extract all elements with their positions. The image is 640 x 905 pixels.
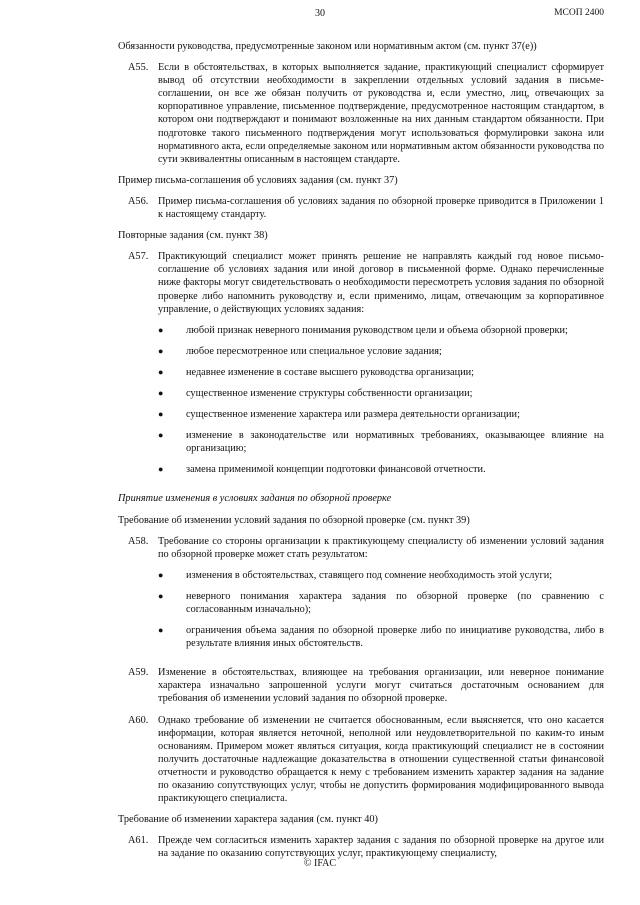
paragraph-number: A59. xyxy=(128,667,149,679)
paragraph xyxy=(118,61,604,166)
paragraph-number: A60. xyxy=(128,714,149,726)
paragraph xyxy=(118,535,604,659)
document-body xyxy=(118,40,604,869)
paragraph-number: A61. xyxy=(128,835,149,847)
section-heading: Требование об изменении характера задания (см. пункт 40) xyxy=(118,814,378,826)
list-item-text: любое пересмотренное или специальное условие задания; xyxy=(186,345,442,357)
paragraph xyxy=(118,195,604,221)
paragraph-text: Практикующий специалист может принять решение не направлять каждый год новое письмо-соглашение об условиях задания или иной договор в письменной форме. Однако перечисленные ниже факторы могут свидетельствовать о необходимости пересмотреть условия задания по обзорной проверке либо напомнить руководству и, если применимо, лицам, отвечающим за корпоративное управление, о действующих условиях задания: xyxy=(158,251,604,315)
list-item-text: недавнее изменение в составе высшего руководства организации; xyxy=(186,366,475,378)
document-code: МСОП 2400 xyxy=(554,8,604,18)
section-heading: Пример письма-соглашения об условиях задания (см. пункт 37) xyxy=(118,174,398,186)
paragraph-text: Если в обстоятельствах, в которых выполняется задание, практикующий специалист сформирует вывод об отсутствии необходимости в закреплении отдельных условий задания в письме-соглашении, он все же обязан получить от руководства и, если уместно, лиц, отвечающих за корпоративное управление, письменное подтверждение, предусмотренное настоящим стандартом, в котором они подтверждают и понимают возложенные на них данным стандартом обязанности. При подготовке такого письменного подтверждения могут использоваться формулировки закона или нормативного акта, если определяемые законом или нормативным актом обязанности руководства по сути эквивалентны описанным в настоящем стандарте. xyxy=(158,62,604,165)
paragraph-number: A55. xyxy=(128,62,149,74)
paragraph-text: Однако требование об изменении не считается обоснованным, если выясняется, что оно касается информации, которая является неточной, неполной или неудовлетворительной по каким-то иным основаниям. Примером может являться ситуация, когда практикующий специалист не в состоянии получить достаточные надлежащие доказательства в отношении существенной статьи финансовой отчетности и руководство обращается к нему с требованием изменить характер задания на задание по оказанию сопутствующих услуг, чтобы не допустить формирования модифицированного вывода практикующего специалиста. xyxy=(158,714,604,805)
list-item-text: изменение в законодательстве или нормативных требованиях, оказывающее влияние на организацию; xyxy=(186,430,604,455)
paragraph xyxy=(118,714,604,806)
page-number: 30 xyxy=(315,8,325,19)
paragraph-text: Изменение в обстоятельствах, влияющее на требования организации, или неверное понимание характера изначально запрошенной услуги могут считаться достаточным основанием для требования об изменении условий задания по обзорной проверке. xyxy=(158,667,604,705)
paragraph-number: A56. xyxy=(128,195,149,207)
paragraph-body xyxy=(158,714,604,806)
section-heading-italic: Принятие изменения в условиях задания по обзорной проверке xyxy=(118,493,392,505)
list-item xyxy=(158,324,604,337)
paragraph-number: A58. xyxy=(128,535,149,547)
section-heading: Требование об изменении условий задания по обзорной проверке (см. пункт 39) xyxy=(118,514,470,526)
list-item xyxy=(158,429,604,455)
bullet-icon: ● xyxy=(158,387,164,398)
paragraph-body xyxy=(158,250,604,484)
bullet-list xyxy=(158,569,604,650)
paragraph-body xyxy=(158,666,604,705)
paragraph-body xyxy=(158,535,604,659)
list-item xyxy=(158,387,604,400)
list-item-text: изменения в обстоятельствах, ставящего под сомнение необходимость этой услуги; xyxy=(186,569,553,581)
bullet-icon: ● xyxy=(158,324,164,335)
bullet-icon: ● xyxy=(158,409,164,420)
bullet-icon: ● xyxy=(158,430,164,441)
list-item xyxy=(158,366,604,379)
bullet-icon: ● xyxy=(158,366,164,377)
list-item-text: существенное изменение структуры собственности организации; xyxy=(186,387,473,399)
bullet-list xyxy=(158,324,604,477)
paragraph xyxy=(118,250,604,484)
list-item xyxy=(158,590,604,616)
paragraph-text: Пример письма-соглашения об условиях задания по обзорной проверке приводится в Приложении 1 к настоящему стандарту. xyxy=(158,195,604,221)
list-item xyxy=(158,569,604,582)
paragraph-number: A57. xyxy=(128,251,149,263)
paragraph-text: Прежде чем согласиться изменить характер задания с задания по обзорной проверке на другое или на задание по оказанию сопутствующих услуг, практикующему специалисту, xyxy=(158,835,604,860)
list-item xyxy=(158,345,604,358)
list-item-text: замена применимой концепции подготовки финансовой отчетности. xyxy=(186,464,486,476)
paragraph-body xyxy=(158,61,604,166)
paragraph xyxy=(118,666,604,705)
copyright-footer: © IFAC xyxy=(303,858,337,869)
bullet-icon: ● xyxy=(158,590,164,601)
list-item xyxy=(158,408,604,421)
bullet-icon: ● xyxy=(158,569,164,580)
list-item xyxy=(158,463,604,476)
list-item-text: существенное изменение характера или размера деятельности организации; xyxy=(186,409,520,421)
list-item-text: любой признак неверного понимания руководством цели и объема обзорной проверки; xyxy=(186,324,568,336)
list-item-text: ограничения объема задания по обзорной проверке либо по инициативе руководства, либо в результате влияния иных обстоятельств. xyxy=(186,625,604,650)
section-heading: Обязанности руководства, предусмотренные законом или нормативным актом (см. пункт 37(е)) xyxy=(118,41,537,52)
paragraph xyxy=(118,834,604,860)
section-heading: Повторные задания (см. пункт 38) xyxy=(118,230,268,242)
list-item xyxy=(158,624,604,650)
paragraph-body xyxy=(158,195,604,221)
bullet-icon: ● xyxy=(158,464,164,475)
bullet-icon: ● xyxy=(158,625,164,636)
paragraph-text: Требование со стороны организации к практикующему специалисту об изменении условий задания по обзорной проверке может стать результатом: xyxy=(158,535,604,560)
list-item-text: неверного понимания характера задания по обзорной проверке (по сравнению с согласованным изначально); xyxy=(186,590,604,615)
paragraph-body xyxy=(158,834,604,860)
bullet-icon: ● xyxy=(158,345,164,356)
